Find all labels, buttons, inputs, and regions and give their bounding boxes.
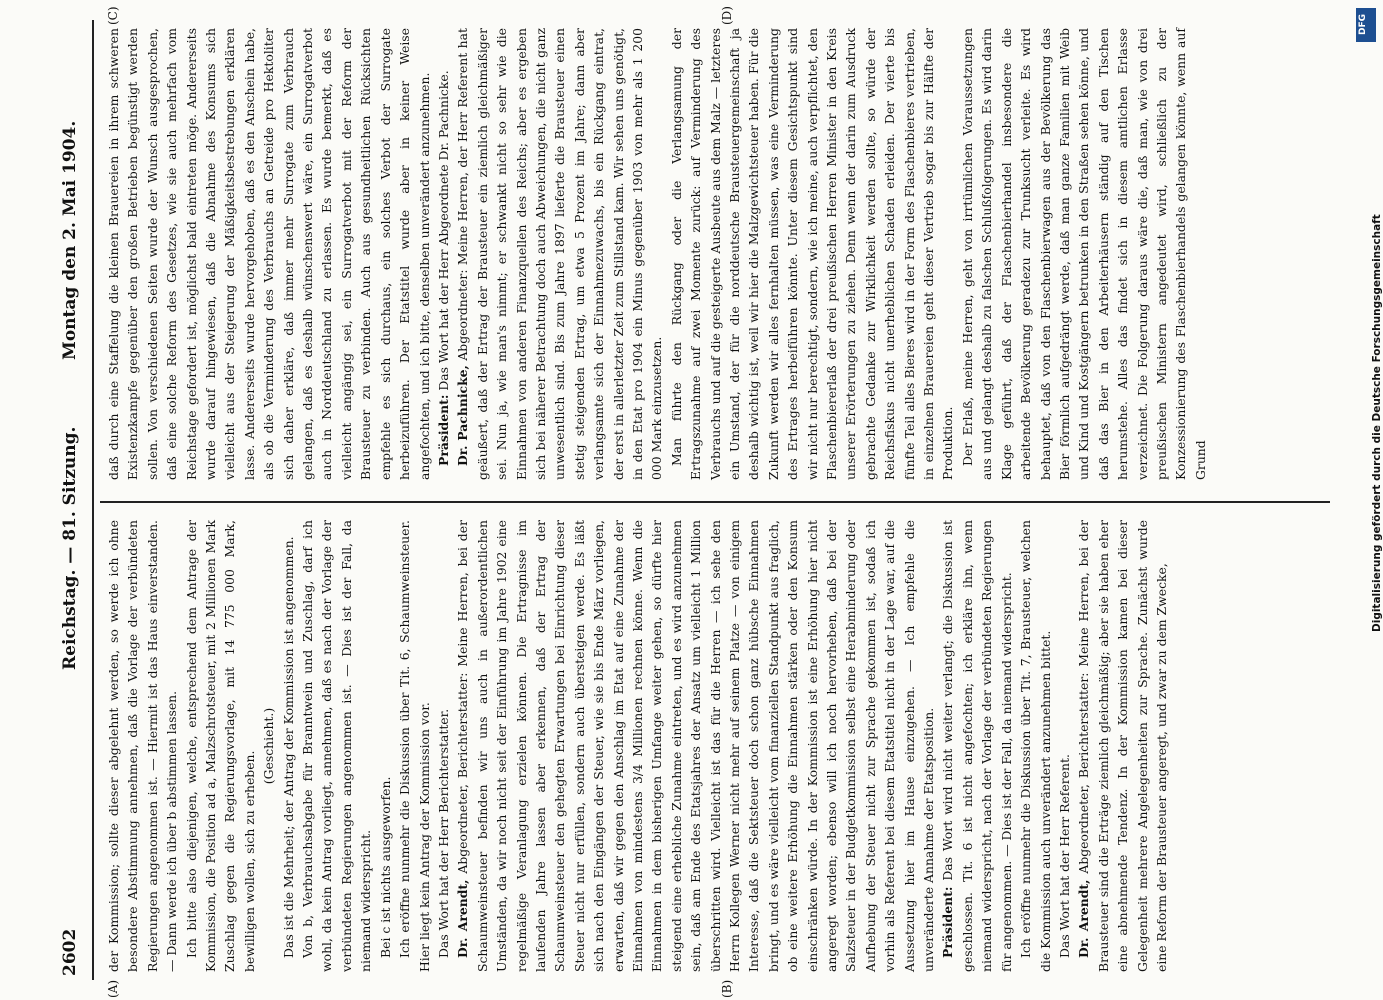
paragraph-text: Abgeordneter, Berichterstatter: Meine Herren, bei der Brausteuer sind die Erträge ziemlich gleichmäßig; aber sie haben eher eine abnehmende Tendenz. In der Kommission kamen bei dieser Gelegenheit mehrere Angelegenheiten zur Sprache. Zunächst wurde eine Reform der Brausteuer angeregt, und zwar zu dem Zwecke, (1076, 520, 1169, 972)
paragraph-text: Man führte den Rückgang oder die Verlangsamung der Ertragszunahme auf zwei Momente zurück: auf Verminderung des Verbrauchs und auf die gesteigerte Ausbeute aus dem Malz — letzteres ein Umstand, der für die norddeutsche Brausteuergemeinschaft ja deshalb wichtig ist, weil wir hier die Malzgewichtsteuer haben. Für die Zukunft werden wir alles fernhalten müssen, was eine Verminderung des Ertrages herbeiführen könnte. Unter diesem Gesichtspunkt sind wir nicht nur berechtigt, sondern, wie ich meine, auch verpflichtet, den Flaschenbiererlaß der drei preußischen Herren Minister in den Kreis unserer Erörterungen zu ziehen. Denn wenn der darin zum Ausdruck gebrachte Gedanke zur Wirklichkeit werden sollte, so würde der Reichsfiskus nicht unerheblichen Schaden erleiden. Der vierte bis fünfte Teil alles Bieres wird in der Form des Flaschenbieres vertrieben, in einzelnen Brauereien geht dieser Vertrieb sogar bis zur Hälfte der Produktion. (668, 28, 956, 480)
paragraph (434, 520, 453, 972)
paragraph (259, 520, 278, 972)
margin-marker-a: (A) (106, 979, 120, 998)
paragraph-text: Ich eröffne nunmehr die Diskussion über Tit. 6, Schaumweinsteuer. Hier liegt kein Antrag der Kommission vor. (397, 520, 432, 972)
paragraph-text: Das Wort hat der Herr Referent. (1056, 754, 1072, 958)
margin-marker-c: (C) (106, 6, 120, 25)
paragraph (104, 520, 182, 972)
paragraph-text: Abgeordneter, Berichterstatter: Meine Herren, bei der Schaumweinsteuer befinden wir uns auch in außerordentlichen Umständen, da wir noch nicht seit der Einführung im Jahre 1902 eine regelmäßige Veranlagung erzielen können. Die Ertragnisse im laufenden Jahre lassen aber erkennen, daß der Ertrag der Schaumweinsteuer den gehegten Erwartungen bei Einrichtung dieser Steuer nicht nur erfüllen, sondern auch übersteigen werde. Es läßt sich nach den Eingängen der Steuer, wie sie bis Ende März vorliegen, erwarten, daß wir gegen den Anschlag im Etat auf eine Zunahme der Einnahmen von mindestens 3/4 Millionen rechnen könne. Wenn die Einnahmen in dem bisherigen Umfange weiter gehen, so dürfte hier steigend eine erhebliche Zunahme eintreten, und es wird anzunehmen sein, daß am Ende des Etatsjahres der Ansatz um vielleicht 1 Million überschritten wird. Vielleicht ist das für die Herren — ich sehe den Herrn Kollegen Werner nicht mehr auf seinem Platze — von einigem Interesse, daß die Sektsteuer doch schon ganz hübsche Einnahmen bringt, und es wäre vielleicht vom finanziellen Standpunkt aus fraglich, ob eine weitere Erhöhung die Einnahmen stärken oder den Konsum einschränken würde. In der Kommission ist eine Erhöhung hier nicht angeregt worden; ebenso will ich noch hervorheben, daß bei der Salzsteuer in der Budgetkommission selbst eine Herabminderung oder Aufhebung der Steuer nicht zur Sprache gekommen ist, sodaß ich vorhin als Referent bei diesem Etatstitel nicht in der Lage war, auf die Aussetzung hier im Hause einzugehen. — Ich empfehle die unveränderte Annahme der Etatsposition. (455, 520, 937, 972)
paragraph-text: Der Erlaß, meine Herren, geht von irrtümlichen Voraussetzungen aus und gelangt deshalb zu falschen Schlußfolgerungen. Es wird darin Klage geführt, daß der Flaschenbierhandel insbesondere die arbeitende Bevölkerung geradezu zur Trunksucht verleite. Es wird behauptet, daß von den Flaschenbierwagen aus der Bevölkerung das Bier förmlich aufgedrängt werde, daß man ganze Familien mit Weib und Kind und Kostgängern betrunken in den Straßen sehen könne, und daß das Bier in den Arbeiterhäusern ständig auf den Tischen herumstehe. Alles das findet sich in diesem amtlichen Erlasse verzeichnet. Die Folgerung daraus wäre die, daß man, wie von drei preußischen Ministern angedeutet wird, schließlich zu der Konzessionierung des Flaschenbierhandels gelangen könnte, wenn auf Grund (959, 28, 1208, 480)
paragraph-text: Bei c ist nichts ausgeworfen. (377, 776, 393, 958)
paragraph (298, 520, 376, 972)
speaker-name: Dr. Arendt, (1076, 879, 1092, 958)
paragraph (1074, 520, 1171, 972)
paragraph (667, 28, 958, 480)
margin-marker-b: (B) (720, 979, 734, 998)
paragraph-text: Das Wort hat der Herr Abgeordnete Dr. Pachnicke. (435, 70, 451, 395)
right-column (104, 28, 1210, 480)
paragraph (104, 28, 434, 480)
paragraph-text: Von b, Verbrauchsabgabe für Branntwein und Zuschlag, darf ich wohl, da kein Antrag vorliegt, annehmen, daß es nach der Vorlage der verbündeten Regierungen angenommen ist. — Dies ist der Fall, da niemand widerspricht. (300, 520, 374, 972)
speaker-name: Dr. Pachnicke, (455, 365, 471, 466)
speaker-name: Präsident: (940, 886, 956, 958)
paragraph (182, 520, 260, 972)
paragraph-text: Abgeordneter: Meine Herren, der Herr Referent hat geäußert, daß der Ertrag der Brausteuer ein ziemlich gleichmäßiger sei. Nun ja, wie man's nimmt; er schwankt nicht so sehr wie die Einnahmen von anderen Finanzquellen des Reichs; aber es ergeben sich bei näherer Betrachtung doch auch Abweichungen, die nicht ganz unwesentlich sind. Bis zum Jahre 1897 lieferte die Brausteuer einen stetig steigenden Ertrag, um etwa 5 Prozent im Jahre; dann aber verlangsamte sich der Einnahmezuwachs, bis ein Rückgang eintrat, der erst in allerletzter Zeit zum Stillstand kam. Wir sehen uns genötigt, in den Etat pro 1904 ein Minus gegenüber 1903 von mehr als 1 200 000 Mark einzusetzen. (455, 28, 665, 480)
paragraph (279, 520, 298, 972)
paragraph-text: Das ist die Mehrheit; der Antrag der Kommission ist angenommen. (280, 536, 296, 958)
speaker-name: Präsident: (435, 394, 451, 466)
page-number: 2602 (60, 928, 80, 976)
paragraph-text: Ich bitte also diejenigen, welche, entsprechend dem Antrage der Kommission, die Position ad a, Malzschrotsteuer, mit 2 Millionen Mark Zuschlag gegen die Regierungsvorlage, mit 14 775 000 Mark, bewilligen wollen, sich zu erheben. (183, 520, 257, 972)
digitization-credit (1355, 12, 1383, 992)
margin-marker-d: (D) (720, 6, 734, 25)
document-page (20, 0, 1340, 1000)
paragraph (958, 28, 1210, 480)
paragraph (938, 520, 1016, 972)
paragraph (434, 28, 453, 480)
paragraph-text: daß durch eine Staffelung die kleinen Brauereien in ihrem schweren Existenzkampfe gegenüber den großen Betrieben begünstigt werden sollen. Von verschiedenen Seiten wurde der Wunsch ausgesprochen, daß eine solche Reform des Gesetzes, wie sie auch mehrfach vom Reichstage gefordert ist, möglichst bald eintreten möge. Andererseits wurde darauf hingewiesen, daß die Abnahme des Konsums sich vielleicht aus der Steigerung der Mäßigkeitsbestrebungen erklären lasse. Andererseits wurde hervorgehoben, daß es den Anschein habe, als ob die Verminderung des Verbrauchs an Getreide pro Hektoliter sich daher erkläre, daß immer mehr Surrogate zum Verbrauch gelangen, daß es deshalb wünschenswert wäre, ein Surrogatverbot auch in Norddeutschland zu erlassen. Es wurde bemerkt, daß es vielleicht angängig sei, ein Surrogatverbot mit der Reform der Brausteuer zu verbinden. Auch aus gesundheitlichen Rücksichten empfehle es sich durchaus, ein solches Verbot der Surrogate herbeizuführen. Der Etatstitel wurde aber in keiner Weise angefochten, und ich bitte, denselben unverändert anzunehmen. (106, 28, 432, 480)
paragraph-text: (Geschieht.) (261, 707, 277, 785)
speaker-name: Dr. Arendt, (455, 879, 471, 958)
paragraph-text: Das Wort hat der Herr Berichterstatter. (435, 708, 451, 958)
paragraph (395, 520, 434, 972)
paragraph-text: Das Wort wird nicht weiter verlangt; die Diskussion ist geschlossen. Tit. 6 ist nicht angefochten; ich erkläre ihn, wenn niemand widerspricht, nach der Vorlage der verbündeten Regierungen für angenommen. — Dies ist der Fall, da niemand widerspricht. (940, 520, 1014, 972)
paragraph (1016, 520, 1055, 972)
column-divider (100, 501, 1330, 503)
dfg-logo-text: DFG (1358, 13, 1368, 35)
session-title: Reichstag. — 81. Sitzung. (60, 426, 80, 670)
page-header (60, 0, 90, 1000)
paragraph-text: Ich eröffne nunmehr die Diskussion über Tit. 7, Brausteuer, welchen die Kommission auch unverändert anzunehmen bittet. (1018, 520, 1053, 972)
paragraph-text: der Kommission; sollte dieser abgelehnt werden, so werde ich ohne besondere Abstimmung annehmen, daß die Vorlage der verbündeten Regierungen angenommen ist. — Hiermit ist das Haus einverstanden. — Dann werde ich über b abstimmen lassen. (106, 520, 180, 972)
date-line: Montag den 2. Mai 1904. (60, 120, 80, 360)
header-rule (92, 20, 94, 980)
paragraph (453, 28, 666, 480)
paragraph (1055, 520, 1074, 972)
credit-text: Digitalisierung gefördert durch die Deutsche Forschungsgemeinschaft (1371, 214, 1383, 632)
left-column (104, 520, 1171, 972)
paragraph (453, 520, 938, 972)
paragraph (376, 520, 395, 972)
